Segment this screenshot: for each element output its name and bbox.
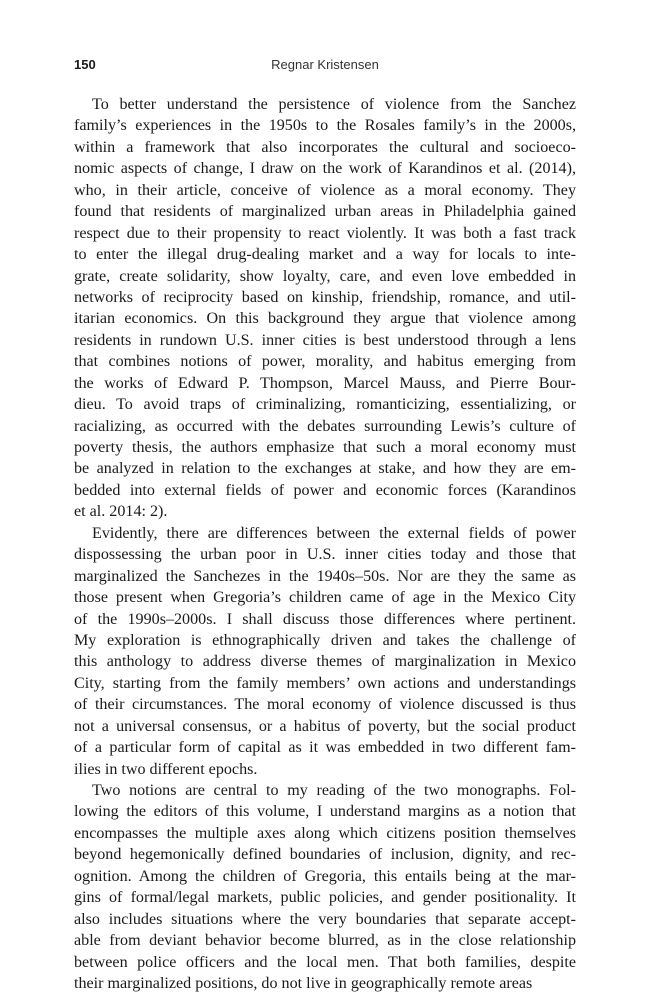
text-line: within a framework that also incorporates the cultural and socioeco- xyxy=(74,138,576,156)
text-line: between police officers and the local men. That both families, despite xyxy=(74,953,576,971)
text-line: also includes situations where the very boundaries that separate accept- xyxy=(74,910,576,928)
text-line: residents in rundown U.S. inner cities is best understood through a lens xyxy=(74,331,576,349)
text-line: poverty thesis, the authors emphasize that such a moral economy must xyxy=(74,439,576,456)
text-line: networks of reciprocity based on kinship, friendship, romance, and util- xyxy=(74,288,576,306)
text-line: who, in their article, conceive of violence as a moral economy. They xyxy=(74,181,576,199)
text-line: respect due to their propensity to react violently. It was both a fast track xyxy=(74,224,576,242)
text-line: that combines notions of power, morality, and habitus emerging from xyxy=(74,353,576,371)
text-line: City, starting from the family members’ own actions and understandings xyxy=(74,674,576,692)
page-number: 150 xyxy=(74,57,96,72)
paragraph xyxy=(74,780,576,994)
text-line: of a particular form of capital as it was embedded in two different fam- xyxy=(74,739,576,757)
text-line: this anthology to address diverse themes of marginalization in Mexico xyxy=(74,653,576,671)
text-line: nomic aspects of change, I draw on the work of Karandinos et al. (2014), xyxy=(74,160,576,178)
text-line: grate, create solidarity, show loyalty, care, and even love embedded in xyxy=(74,267,576,285)
text-line: not a universal consensus, or a habitus of poverty, but the social product xyxy=(74,717,576,735)
text-line: lowing the editors of this volume, I understand margins as a notion that xyxy=(74,803,576,821)
text-line: to enter the illegal drug-dealing market and a way for locals to inte- xyxy=(74,246,576,264)
text-line: et al. 2014: 2). xyxy=(74,503,168,521)
text-line: family’s experiences in the 1950s to the Rosales family’s in the 2000s, xyxy=(74,117,576,135)
text-line: the works of Edward P. Thompson, Marcel Mauss, and Pierre Bour- xyxy=(74,374,576,392)
text-line: Evidently, there are differences between the external fields of power xyxy=(92,524,576,542)
text-line: beyond hegemonically defined boundaries of inclusion, dignity, and rec- xyxy=(74,846,576,864)
text-line: be analyzed in relation to the exchanges at stake, and how they are em- xyxy=(74,460,576,478)
text-line: To better understand the persistence of violence from the Sanchez xyxy=(92,96,576,113)
text-line: of the 1990s–2000s. I shall discuss those differences where pertinent. xyxy=(74,610,576,628)
text-line: marginalized the Sanchezes in the 1940s–50s. Nor are they the same as xyxy=(74,567,576,585)
text-line: encompasses the multiple axes along which citizens position themselves xyxy=(74,824,576,842)
page-header xyxy=(74,57,576,77)
text-line: gins of formal/legal markets, public policies, and gender positionality. It xyxy=(74,889,576,907)
text-line: of their circumstances. The moral economy of violence discussed is thus xyxy=(74,696,576,714)
paragraph xyxy=(74,523,576,780)
text-line: ilies in two different epochs. xyxy=(74,760,258,778)
paragraph xyxy=(74,94,576,523)
text-line: itarian economics. On this background they argue that violence among xyxy=(74,310,576,328)
text-line: Two notions are central to my reading of the two monographs. Fol- xyxy=(92,782,576,799)
text-line: dispossessing the urban poor in U.S. inner cities today and those that xyxy=(74,546,576,564)
running-head: Regnar Kristensen xyxy=(271,57,379,72)
text-line: found that residents of marginalized urban areas in Philadelphia gained xyxy=(74,203,576,221)
text-line: ognition. Among the children of Gregoria, this entails being at the mar- xyxy=(74,867,576,885)
text-line: their marginalized positions, do not live in geographically remote areas xyxy=(74,974,533,992)
text-line: racializing, as occurred with the debates surrounding Lewis’s culture of xyxy=(74,417,576,435)
text-line: My exploration is ethnographically driven and takes the challenge of xyxy=(74,631,576,649)
body-text xyxy=(74,94,576,994)
text-line: those present when Gregoria’s children came of age in the Mexico City xyxy=(74,589,576,607)
text-line: bedded into external fields of power and economic forces (Karandinos xyxy=(74,481,576,499)
text-line: dieu. To avoid traps of criminalizing, romanticizing, essentializing, or xyxy=(74,396,576,414)
text-line: able from deviant behavior become blurred, as in the close relationship xyxy=(74,932,576,950)
